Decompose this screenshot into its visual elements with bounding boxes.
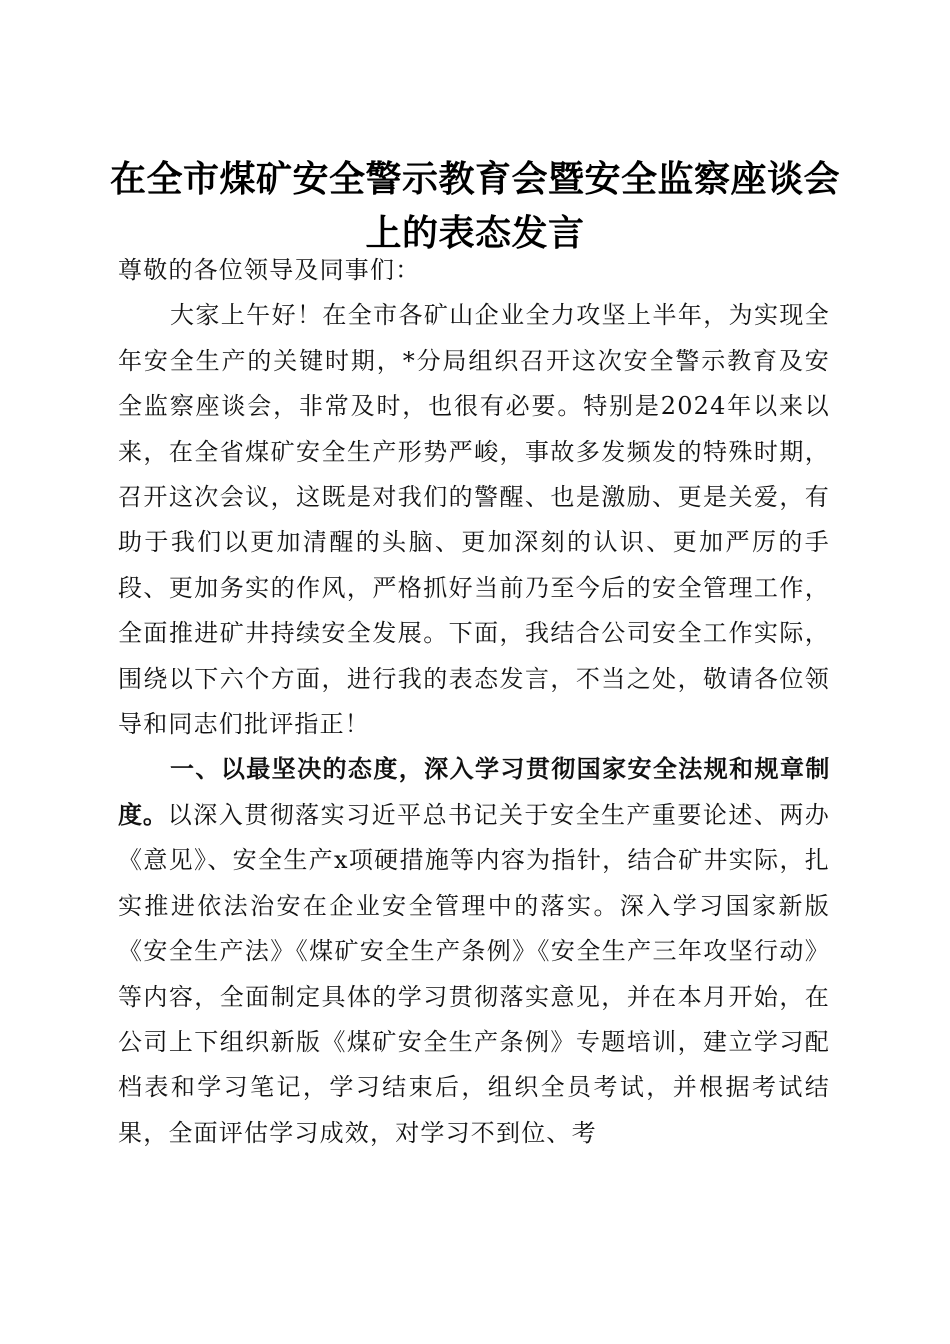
salutation: 尊敬的各位领导及同事们： [118,256,421,284]
paragraph-opening: 大家上午好！在全市各矿山企业全力攻坚上半年，为实现全年安全生产的关键时期，*分局组织召开这次安全警示教育及安全监察座谈会，非常及时，也很有必要。特别是2024年以来以来，在全省煤矿安全生产形势严峻，事故多发频发的特殊时期，召开这次会议，这既是对我们的警醒、也是激励、更是关爱，有助于我们以更加清醒的头脑、更加深刻的认识、更加严厉的手段、更加务实的作风，严格抓好当前乃至今后的安全管理工作，全面推进矿井持续安全发展。下面，我结合公司安全工作实际，围绕以下六个方面，进行我的表态发言，不当之处，敬请各位领导和同志们批评指正！ [118,301,830,739]
document-body [118,248,830,1156]
section-1-heading: 一、以最坚决的态度，深入学习贯彻国家安全法规和规章制度。 [118,755,830,829]
paragraph-section-1 [118,747,830,1156]
section-1-body: 以深入贯彻落实习近平总书记关于安全生产重要论述、两办《意见》、安全生产x项硬措施等内容为指针，结合矿井实际，扎实推进依法治安在企业安全管理中的落实。深入学习国家新版《安全生产法》《煤矿安全生产条例》《安全生产三年攻坚行动》等内容，全面制定具体的学习贯彻落实意见，并在本月开始，在公司上下组织新版《煤矿安全生产条例》专题培训，建立学习配档表和学习笔记，学习结束后，组织全员考试，并根据考试结果，全面评估学习成效，对学习不到位、考 [118,800,830,1147]
title-line-1: 在全市煤矿安全警示教育会暨安全监察座谈会 [109,158,840,201]
title-line-2: 上的表态发言 [365,212,585,255]
page-title [100,152,850,260]
